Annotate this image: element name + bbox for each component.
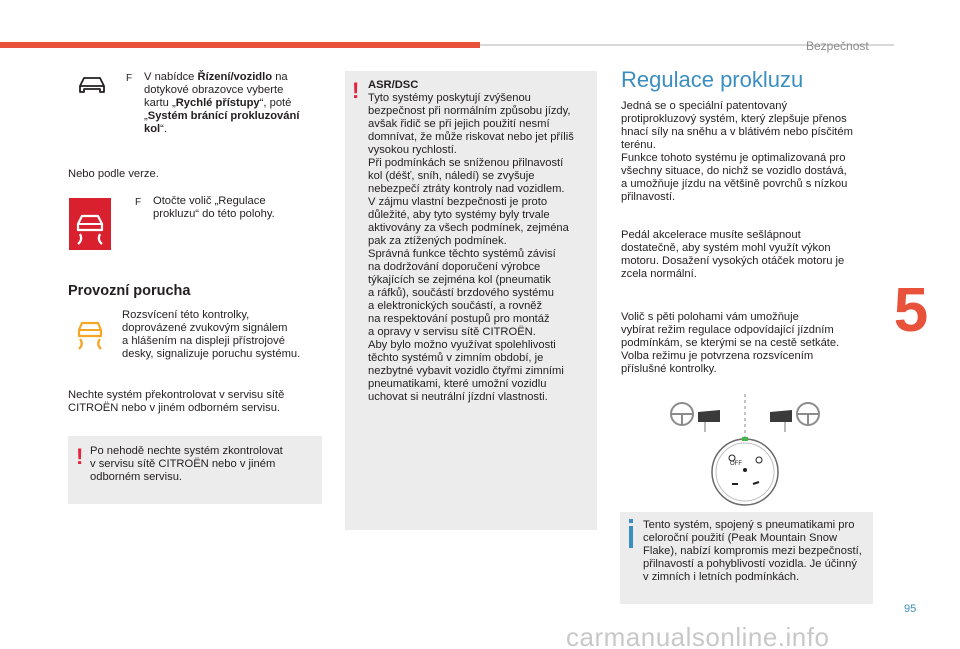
asr-dsc-line: V zájmu vlastní bezpečnosti je proto: [368, 196, 548, 208]
item1-tab: Rychlé přístupy: [175, 97, 260, 109]
selector-line: vybírat režim regulace odpovídající jízdním: [621, 324, 834, 336]
asr-dsc-line: a elektronických součástí, a rovněž: [368, 300, 543, 312]
intro-line: Jedná se o speciální patentovaný: [621, 100, 788, 112]
accelerator-line: dostatečně, aby systém mohl využít výkon: [621, 242, 831, 254]
chapter-number: 5: [893, 276, 929, 345]
accelerator-line: zcela normální.: [621, 268, 697, 280]
asr-dsc-title: ASR/DSC: [368, 79, 419, 91]
traction-control-icon: [69, 198, 111, 250]
warn-line: odborném servisu.: [90, 471, 183, 483]
asr-dsc-line: na dodržování doporučení výrobce: [368, 261, 541, 273]
asr-dsc-line: Při podmínkách se sníženou přilnavostí: [368, 157, 564, 169]
accelerator-line: Pedál akcelerace musíte sešlápnout: [621, 229, 801, 241]
intro-line: a umožňuje jízdu na většině povrchů s nízkou: [621, 178, 848, 190]
watermark: carmanualsonline.info: [566, 622, 830, 649]
car-icon: [76, 72, 108, 96]
asr-dsc-line: Správná funkce těchto systémů závisí: [368, 248, 556, 260]
info-line: Flake), nabízí kompromis mezi bezpečností,: [643, 545, 862, 557]
accident-warning-text: [90, 445, 315, 484]
item1-text: V nabídce Řízení/vozidlo na dotykové obrazovce vyberte kartu „Rychlé přístupy“, poté „Systém bránící prokluzování kol“.: [144, 71, 300, 135]
info-line: celoroční použití (Peak Mountain Snow: [643, 532, 838, 544]
asr-dsc-line: domnívat, že může riskovat nebo jet příliš: [368, 131, 574, 143]
fault-line: Rozsvícení této kontrolky,: [122, 309, 250, 321]
info-line: v zimních i letních podmínkách.: [643, 571, 800, 583]
asr-dsc-line: na respektování postupů pro montáž: [368, 313, 550, 325]
section-title: Bezpečnost: [806, 39, 869, 53]
item2-line2: prokluzu“ do této polohy.: [153, 208, 275, 220]
fault-line: a hlášením na displeji přístrojové: [122, 335, 285, 347]
warning-exclamation-icon: !: [352, 78, 360, 103]
asr-dsc-line: uchovat si neutrální jízdní vlastnosti.: [368, 391, 548, 403]
bullet-marker: F: [126, 73, 133, 84]
bullet-marker: F: [135, 197, 142, 208]
asr-dsc-line: pak za ztížených podmínek.: [368, 235, 507, 247]
info-line: přilnavostí a pohyblivostí vozidla. Je účinný: [643, 558, 857, 570]
accelerator-line: motoru. Dosažení vysokých otáček motoru je: [621, 255, 845, 267]
asr-dsc-line: Tyto systémy poskytují zvýšenou: [368, 92, 531, 104]
accelerator-paragraph: [621, 229, 881, 281]
selector-line: Volič s pěti polohami vám umožňuje: [621, 311, 799, 323]
item2-text: [153, 195, 323, 221]
item1-system: Systém bránící prokluzování kol: [144, 110, 300, 135]
asr-dsc-body: [368, 92, 593, 404]
service-line: CITROËN nebo v jiném odborném servisu.: [68, 402, 281, 414]
selector-line: podmínkám, se kterými se na cestě setkáte.: [621, 337, 840, 349]
traction-selector-illustration: [660, 392, 830, 510]
item1-menu: Řízení/vozidlo: [197, 71, 273, 83]
intro-paragraph: [621, 100, 881, 204]
info-icon: [628, 519, 634, 549]
service-check-text: [68, 389, 328, 415]
dial-off-label: OFF: [730, 461, 742, 467]
asr-dsc-line: těchto systémů v zimním období, je: [368, 352, 544, 364]
intro-line: hnací síly na sněhu a v blátivém nebo písčitém: [621, 126, 853, 138]
intro-line: terénu.: [621, 139, 656, 151]
selector-line: příslušné kontrolky.: [621, 363, 717, 375]
info-line: Tento systém, spojený s pneumatikami pro: [643, 519, 855, 531]
asr-dsc-line: bezpečnost při normálním způsobu jízdy,: [368, 105, 571, 117]
asr-dsc-line: důležité, aby tyto systémy byly trvale: [368, 209, 550, 221]
asr-dsc-line: avšak řidič se při jejich použití nesmí: [368, 118, 550, 130]
intro-line: všechny situace, do nichž se vozidlo dostává,: [621, 165, 847, 177]
asr-dsc-line: aktivovány za všech podmínek, zejména: [368, 222, 569, 234]
fault-description: [122, 309, 332, 361]
warning-exclamation-icon: !: [76, 444, 84, 469]
asr-dsc-line: vysokou rychlostí.: [368, 144, 457, 156]
header-accent-bar: [0, 42, 480, 48]
fault-warning-icon: [75, 314, 105, 354]
section-heading: Regulace prokluzu: [621, 67, 804, 92]
fault-line: desky, signalizuje poruchu systému.: [122, 348, 301, 360]
warn-line: v servisu sítě CITROËN nebo v jiném: [90, 458, 276, 470]
selector-line: Volba režimu je potvrzena rozsvícením: [621, 350, 814, 362]
asr-dsc-line: kol (déšť, sníh, náledí) se zvyšuje: [368, 170, 535, 182]
intro-line: Funkce tohoto systému je optimalizovaná pro: [621, 152, 846, 164]
asr-dsc-line: nezbytné vybavit vozidlo čtyřmi zimními: [368, 365, 564, 377]
item1-pre: V nabídce: [144, 71, 198, 83]
asr-dsc-line: a opravy v servisu sítě CITROËN.: [368, 326, 536, 338]
asr-dsc-line: nebezpečí ztráty kontroly nad vozidlem.: [368, 183, 565, 195]
asr-dsc-line: týkajících se zejména kol (pneumatik: [368, 274, 551, 286]
asr-dsc-line: Aby bylo možno využívat spolehlivosti: [368, 339, 556, 351]
intro-line: protiprokluzový systém, který zlepšuje přenos: [621, 113, 847, 125]
page-number: 95: [904, 603, 917, 615]
info-text: [643, 519, 871, 584]
item2-line1: Otočte volič „Regulace: [153, 195, 266, 207]
intro-line: přilnavostí.: [621, 191, 676, 203]
asr-dsc-line: a ráfků), součástí brzdového systému: [368, 287, 554, 299]
service-line: Nechte systém překontrolovat v servisu sítě: [68, 389, 285, 401]
selector-paragraph: [621, 311, 881, 376]
fault-line: doprovázené zvukovým signálem: [122, 322, 288, 334]
or-version-text: Nebo podle verze.: [68, 168, 159, 180]
asr-dsc-line: pneumatikami, které umožní vozidlu: [368, 378, 547, 390]
warn-line: Po nehodě nechte systém zkontrolovat: [90, 445, 283, 457]
fault-heading: Provozní porucha: [68, 283, 191, 299]
